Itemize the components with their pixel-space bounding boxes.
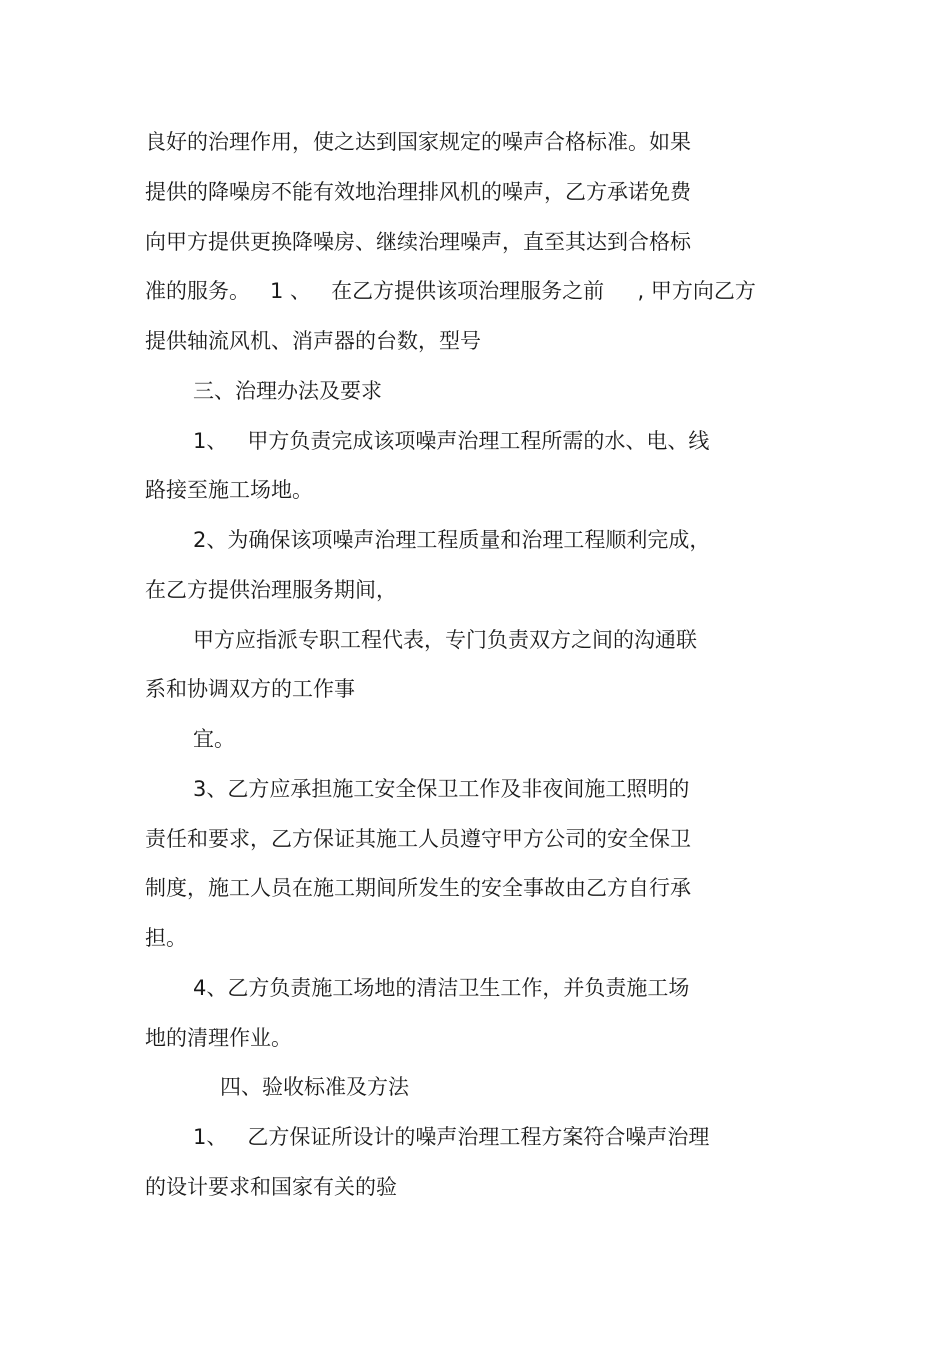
text-line: 1、 乙方保证所设计的噪声治理工程方案符合噪声治理 — [193, 1125, 710, 1149]
text-line: 在乙方提供治理服务期间， — [145, 578, 397, 602]
text-line: 提供轴流风机、消声器的台数，型号 — [145, 329, 481, 353]
text-line: 制度，施工人员在施工期间所发生的安全事故由乙方自行承 — [145, 876, 691, 900]
text-line: 良好的治理作用，使之达到国家规定的噪声合格标准。如果 — [145, 130, 691, 154]
text-line: 甲方应指派专职工程代表，专门负责双方之间的沟通联 — [193, 628, 697, 652]
text-line: 4、乙方负责施工场地的清洁卫生工作，并负责施工场 — [193, 976, 690, 1000]
section-heading: 三、治理办法及要求 — [193, 379, 382, 403]
text-line: 提供的降噪房不能有效地治理排风机的噪声，乙方承诺免费 — [145, 180, 691, 204]
text-line: 3、乙方应承担施工安全保卫工作及非夜间施工照明的 — [193, 777, 690, 801]
text-line: 担。 — [145, 926, 187, 950]
text-line: 向甲方提供更换降噪房、继续治理噪声，直至其达到合格标 — [145, 230, 691, 254]
section-heading: 四、验收标准及方法 — [220, 1075, 409, 1099]
text-line: 1、 甲方负责完成该项噪声治理工程所需的水、电、线 — [193, 429, 710, 453]
text-line: 地的清理作业。 — [145, 1026, 292, 1050]
text-line: 系和协调双方的工作事 — [145, 677, 355, 701]
text-line: 2、为确保该项噪声治理工程质量和治理工程顺利完成， — [193, 528, 711, 552]
text-line: 的设计要求和国家有关的验 — [145, 1175, 397, 1199]
text-line: 路接至施工场地。 — [145, 478, 313, 502]
text-line: 准的服务。 1 、 在乙方提供该项治理服务之前 , 甲方向乙方 — [145, 279, 756, 303]
text-line: 宜。 — [193, 727, 235, 751]
text-line: 责任和要求，乙方保证其施工人员遵守甲方公司的安全保卫 — [145, 827, 691, 851]
